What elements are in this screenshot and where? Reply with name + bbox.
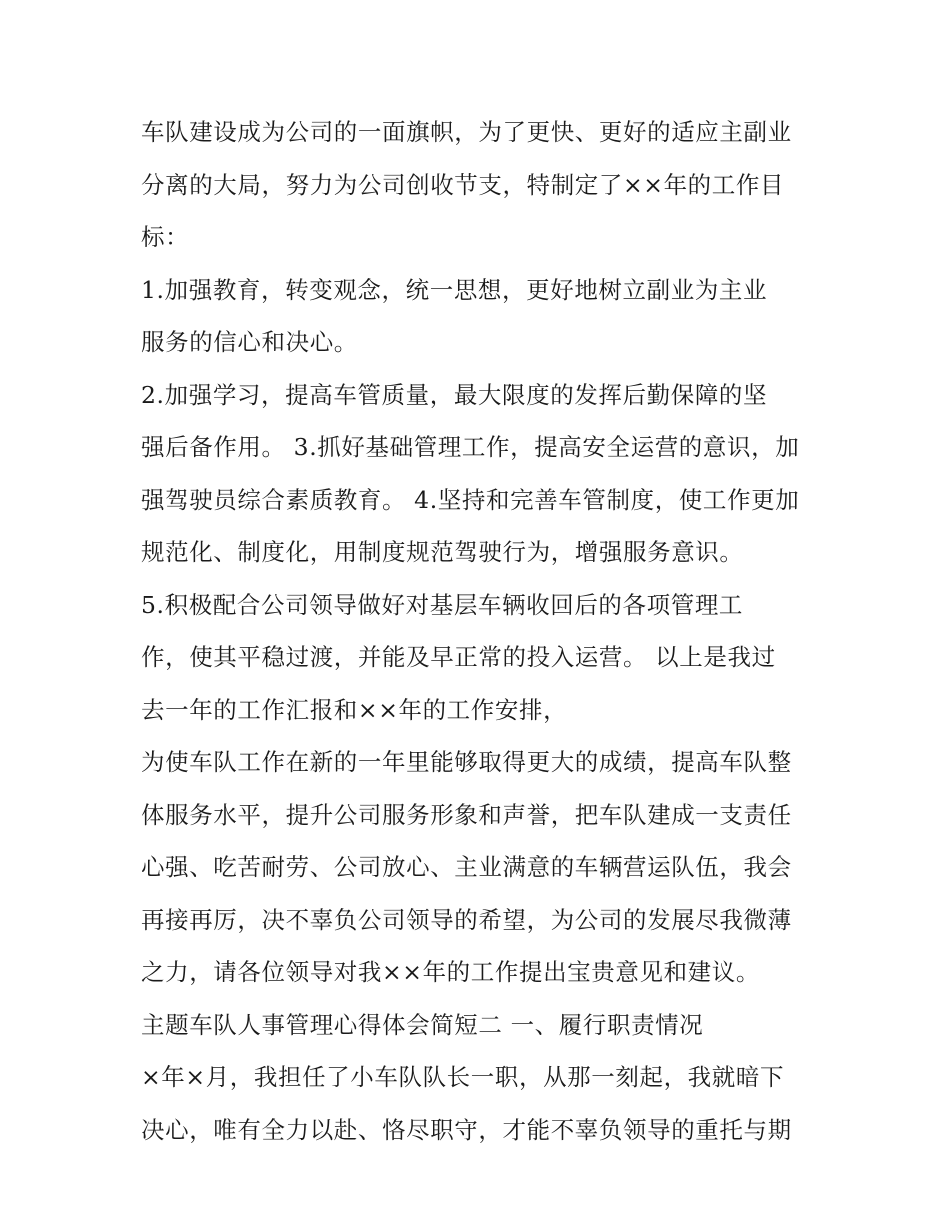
text-line: 强驾驶员综合素质教育。 4.坚持和完善车管制度，使工作更加	[141, 485, 800, 514]
text-line: 分离的大局，努力为公司创收节支，特制定了××年的工作目	[141, 170, 785, 199]
text-line: 规范化、制度化，用制度规范驾驶行为，增强服务意识。	[141, 538, 744, 566]
text-line: 决心，唯有全力以赴、恪尽职守，才能不辜负领导的重托与期	[141, 1115, 792, 1144]
text-line: 1.加强教育，转变观念，统一思想，更好地树立副业为主业	[141, 275, 768, 304]
text-line: 5.积极配合公司领导做好对基层车辆收回后的各项管理工	[141, 590, 744, 619]
text-line: 2.加强学习，提高车管质量，最大限度的发挥后勤保障的坚	[141, 380, 768, 409]
text-line: ×年×月，我担任了小车队队长一职，从那一刻起，我就暗下	[141, 1063, 785, 1091]
text-line: 再接再厉，决不辜负公司领导的希望，为公司的发展尽我微薄	[141, 905, 792, 934]
text-line: 之力，请各位领导对我××年的工作提出宝贵意见和建议。	[141, 958, 760, 986]
text-line: 作，使其平稳过渡，并能及早正常的投入运营。 以上是我过	[141, 643, 776, 671]
text-line: 体服务水平，提升公司服务形象和声誉，把车队建成一支责任	[141, 800, 792, 829]
text-line: 为使车队工作在新的一年里能够取得更大的成绩，提高车队整	[141, 748, 792, 776]
text-line: 心强、吃苦耐劳、公司放心、主业满意的车辆营运队伍，我会	[141, 853, 792, 881]
text-line: 车队建设成为公司的一面旗帜，为了更快、更好的适应主副业	[141, 118, 792, 146]
text-line: 标：	[141, 223, 190, 251]
text-line: 强后备作用。 3.抓好基础管理工作，提高安全运营的意识，加	[141, 433, 800, 461]
text-line: 主题车队人事管理心得体会简短二 一、履行职责情况	[141, 1010, 704, 1039]
text-line: 去一年的工作汇报和××年的工作安排，	[141, 695, 568, 724]
document-body	[141, 106, 831, 1156]
text-line: 服务的信心和决心。	[141, 328, 358, 356]
